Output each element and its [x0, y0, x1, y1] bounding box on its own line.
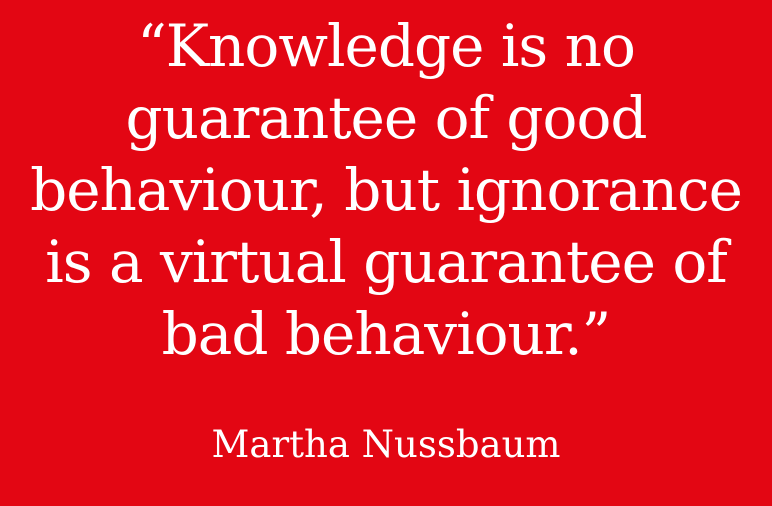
quote-line: “Knowledge is no	[137, 12, 635, 80]
quote-line: is a virtual guarantee of	[45, 228, 727, 296]
quote-line: behaviour, but ignorance	[30, 156, 742, 224]
quote-line: bad behaviour.”	[161, 300, 611, 368]
quote-text	[0, 10, 772, 370]
quote-author: Martha Nussbaum	[211, 423, 561, 466]
quote-line: guarantee of good	[125, 84, 647, 152]
